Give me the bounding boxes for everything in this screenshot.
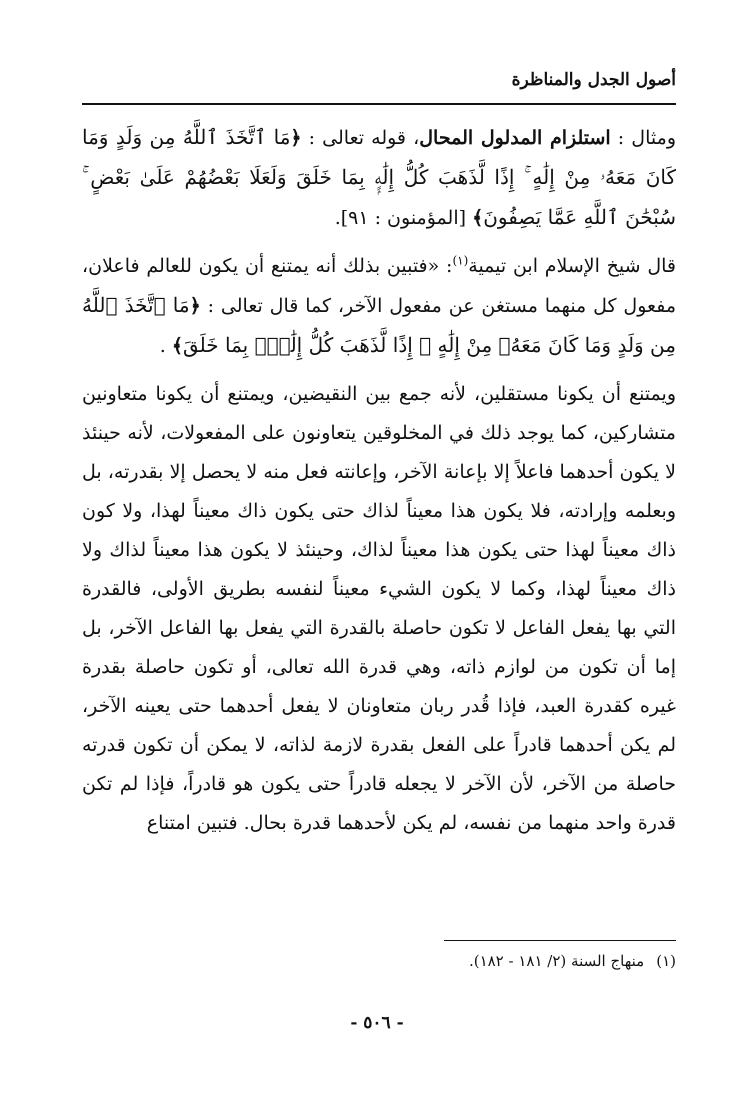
verse-close-bracket: ﴾ [472,207,484,229]
quote-text: : «فتبين بذلك أنه يمتنع أن يكون للعالم فاعلان، مفعول كل منهما مستغن عن مفعول الآخر، كما قال تعالى : [82,255,676,317]
verse-open-bracket: ﴿ [189,295,201,317]
quran-verse: مَا ٱتَّخَذَ ٱللَّهُ مِن وَلَدٍ وَمَا كَانَ مَعَهُۥ مِنْ إِلَٰهٍ ۚ إِذًا لَّذَهَبَ كُلُّ إِلَٰهٍۭ بِمَا خَلَقَ وَلَعَلَا بَعْضُهُمْ عَلَىٰ بَعْضٍ ۚ سُبْحَٰنَ ٱللَّهِ عَمَّا يَصِفُونَ [82,125,676,229]
verse-reference: [المؤمنون : ٩١]. [334,207,473,229]
running-header: أصول الجدل والمناظرة [511,70,676,90]
example-intro: ومثال : [610,127,676,149]
quote-end: . [159,335,172,357]
example-lead: ، قوله تعالى : [301,127,420,149]
paragraph-quote [82,247,676,366]
quote-intro: قال شيخ الإسلام ابن تيمية [468,255,677,277]
quran-verse: مَا ٱتَّخَذَ ٱللَّهُ مِن وَلَدٍ وَمَا كَانَ مَعَهُۥ مِنْ إِلَٰهٍ ۚ إِذًا لَّذَهَبَ كُلُّ إِلَٰهٍۭ بِمَا خَلَقَ [82,293,676,357]
page-number: - ٥٠٦ - [350,1013,404,1033]
verse-close-bracket: ﴾ [171,335,183,357]
paragraph-argument: ويمتنع أن يكونا مستقلين، لأنه جمع بين النقيضين، ويمتنع أن يكونا متعاونين متشاركين، كما يوجد ذلك في المخلوقين يتعاونون على المفعولات، لأنه حينئذ لا يكون أحدهما فاعلاً إلا بإعانة الآخر، وإعانته فعل منه لا يحصل إلا بقدرته، بل وبعلمه وإرادته، فلا يكون هذا معيناً لذاك حتى يكون ذاك معيناً لهذا، ولا كون ذاك معيناً لهذا حتى يكون هذا معيناً لذاك، وحينئذ لا يكون هذا معيناً لذاك ولا ذاك معيناً لهذا، وكما لا يكون الشيء معيناً لنفسه بطريق الأولى، فالقدرة التي بها يفعل الفاعل لا تكون حاصلة بالقدرة التي يفعل بها الفاعل الآخر، بل إما أن تكون من لوازم ذاته، وهي قدرة الله تعالى، أو تكون حاصلة بقدرة غيره كقدرة العبد، فإذا قُدر ربان متعاونان لا يفعل أحدهما حتى يعينه الآخر، لم يكن أحدهما قادراً على الفعل بقدرة لازمة لذاته، لا يمكن أن تكون قدرته حاصلة من الآخر، لأن الآخر لا يجعله قادراً حتى يكون هو قادراً، فإذا لم تكن قدرة واحد منهما من نفسه، لم يكن لأحدهما قدرة بحال. فتبين امتناع [82,383,676,834]
footnote [469,952,676,970]
example-term: استلزام المدلول المحال [419,127,611,149]
verse-open-bracket: ﴿ [290,127,302,149]
paragraph-example [82,118,676,238]
footnote-text: منهاج السنة (٢/ ١٨١ - ١٨٢). [468,952,645,970]
footnote-marker: (١) [452,253,469,268]
footnote-divider [444,940,676,941]
header-divider [82,103,676,105]
body-text [82,118,676,843]
footnote-number: (١) [656,952,676,970]
